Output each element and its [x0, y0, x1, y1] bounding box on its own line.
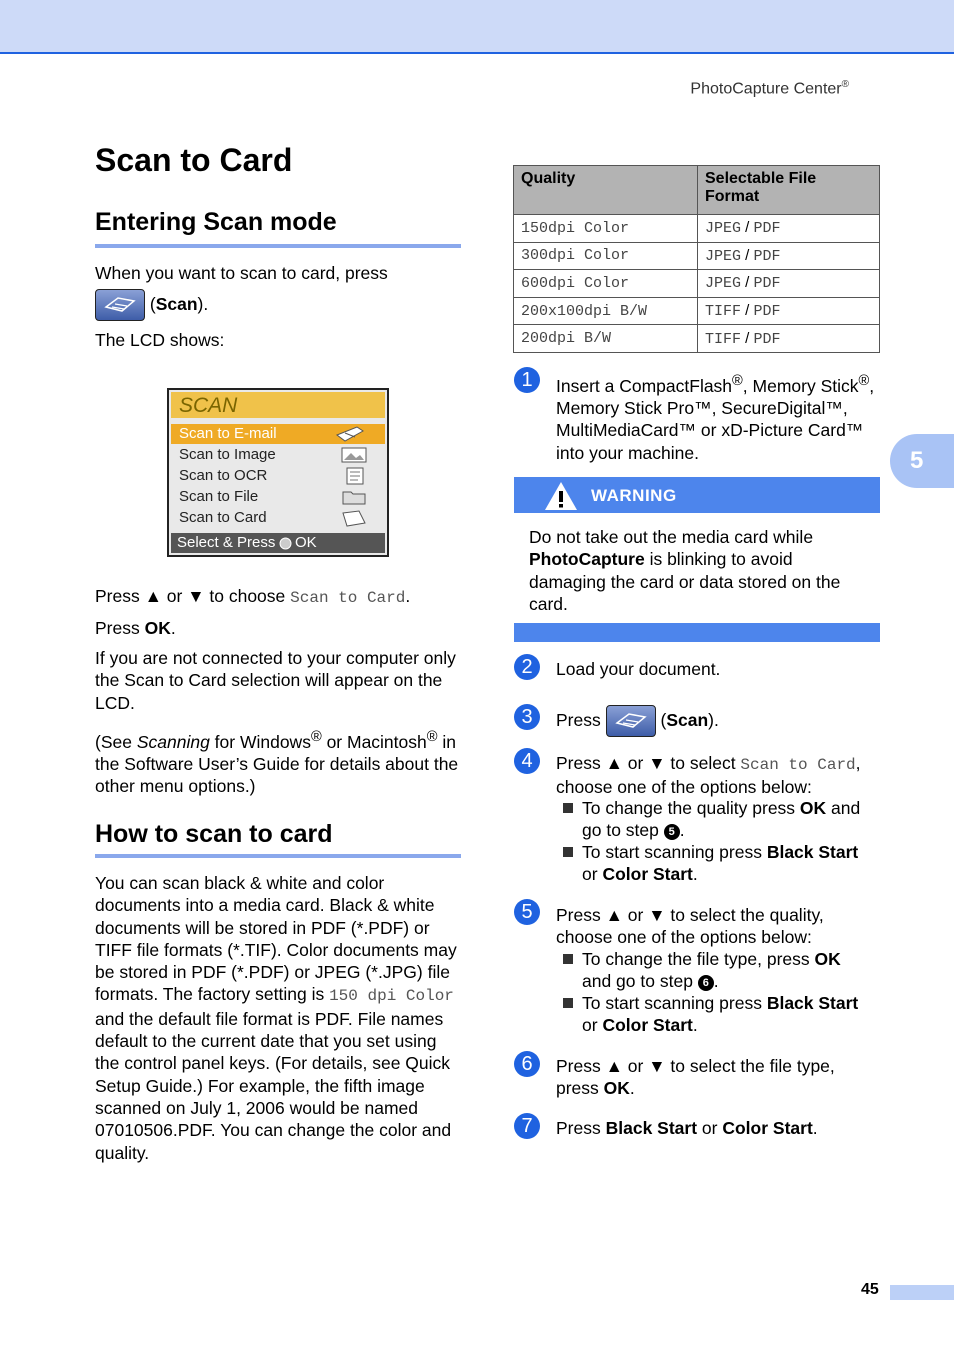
lcd-display	[167, 388, 389, 557]
how-to-scan-paragraph: You can scan black & white and color documents into a media card. Black & white documents will be stored in PDF (*.PDF) or TIFF file formats (*.TIF). Color documents may be stored in PDF (*.PDF) or JPEG (*.JPG) file formats. The factory setting is 150 dpi Color and the default file format is PDF. File names default to the current date that you set using the control panel keys. (For details, see Quick Setup Guide.) For example, the fifth image scanned on July 1, 2006 would be named 07010506.PDF. You can change the color and quality.	[95, 873, 457, 1163]
section-heading-entering-scan-mode: Entering Scan mode	[95, 208, 337, 236]
heading-rule	[95, 244, 461, 248]
heading-rule	[95, 854, 461, 858]
press-choose-text: Press ▲ or ▼ to choose Scan to Card.	[95, 586, 411, 607]
page-number-bar	[890, 1285, 954, 1300]
step-5-text: Press ▲ or ▼ to select the quality, choose one of the options below:	[556, 905, 824, 948]
step-6-text: Press ▲ or ▼ to select the file type, press OK.	[556, 1056, 835, 1099]
step-4-marker: 4	[514, 748, 540, 774]
page-number: 45	[861, 1281, 879, 1298]
scan-key-icon	[606, 705, 656, 737]
table-header-quality: Quality	[514, 166, 698, 215]
lcd-item-scan-to-ocr: Scan to OCR	[175, 466, 385, 486]
step-1-text: Insert a CompactFlash®, Memory Stick®, Memory Stick Pro™, SecureDigital™, MultiMediaCard™ or xD-Picture Card™ into your machine.	[556, 373, 875, 463]
lcd-shows-text: The LCD shows:	[95, 330, 225, 350]
table-header-format: Selectable File Format	[698, 166, 880, 215]
quality-format-table	[513, 165, 880, 353]
step-5-bullet-2: To start scanning press Black Start or Color Start.	[563, 992, 881, 1037]
chapter-tab: 5	[890, 434, 954, 488]
step-4-text: Press ▲ or ▼ to select Scan to Card, choose one of the options below:	[556, 753, 861, 798]
warning-footer-bar	[514, 623, 880, 642]
scan-key-line: (Scan).	[95, 288, 465, 321]
table-cell: TIFF / PDF	[698, 325, 880, 353]
table-cell: JPEG / PDF	[698, 270, 880, 298]
lcd-title-bar: SCAN	[171, 392, 385, 418]
lcd-item-scan-to-file: Scan to File	[175, 487, 385, 507]
image-icon	[339, 446, 369, 464]
table-cell: 150dpi Color	[514, 215, 698, 243]
lcd-footer: Select & Press OK	[171, 533, 385, 553]
step-2-marker: 2	[514, 654, 540, 680]
not-connected-text: If you are not connected to your computer only the Scan to Card selection will appear on the LCD.	[95, 648, 456, 713]
table-row	[514, 242, 880, 270]
table-row	[514, 297, 880, 325]
warning-icon	[544, 481, 578, 511]
step-4-bullet-2: To start scanning press Black Start or Color Start.	[563, 841, 881, 886]
lcd-item-scan-to-image: Scan to Image	[175, 445, 385, 465]
lcd-item-scan-to-email: Scan to E-mail	[171, 424, 385, 444]
step-2-text: Load your document.	[556, 659, 721, 679]
table-header-row	[514, 166, 880, 215]
step-4-bullet-1: To change the quality press OK and go to step 5 .	[563, 797, 881, 842]
scan-key-icon	[95, 289, 145, 321]
table-cell: JPEG / PDF	[698, 215, 880, 243]
top-header-band	[0, 0, 954, 54]
running-head: PhotoCapture Center®	[690, 79, 849, 98]
step-3-text: Press (Scan).	[556, 704, 719, 737]
warning-text: Do not take out the media card while PhotoCapture is blinking to avoid damaging the card or data stored on the card.	[529, 527, 841, 614]
table-row	[514, 215, 880, 243]
table-cell: 300dpi Color	[514, 242, 698, 270]
email-icon	[335, 425, 365, 443]
table-cell: TIFF / PDF	[698, 297, 880, 325]
lcd-item-scan-to-card: Scan to Card	[175, 508, 385, 528]
step-7-text: Press Black Start or Color Start.	[556, 1118, 818, 1138]
intro-text: When you want to scan to card, press	[95, 263, 388, 283]
see-also-text: (See Scanning for Windows® or Macintosh® in the Software User’s Guide for details about the other menu options.)	[95, 729, 459, 797]
table-cell: 200dpi B/W	[514, 325, 698, 353]
step-3-marker: 3	[514, 704, 540, 730]
step-5-bullet-1: To change the file type, press OK and go to step 6 .	[563, 948, 881, 993]
step-5-marker: 5	[514, 899, 540, 925]
step-6-marker: 6	[514, 1051, 540, 1077]
press-ok-text: Press OK.	[95, 618, 176, 638]
table-cell: 200x100dpi B/W	[514, 297, 698, 325]
table-cell: 600dpi Color	[514, 270, 698, 298]
table-row	[514, 270, 880, 298]
section-heading-how-to-scan: How to scan to card	[95, 820, 333, 848]
table-cell: JPEG / PDF	[698, 242, 880, 270]
warning-header: WARNING	[514, 477, 880, 513]
table-row	[514, 325, 880, 353]
page-title: Scan to Card	[95, 142, 293, 178]
folder-icon	[339, 488, 369, 506]
step-7-marker: 7	[514, 1113, 540, 1139]
card-icon	[339, 509, 369, 527]
step-1-marker: 1	[514, 367, 540, 393]
ok-button-icon	[279, 537, 292, 550]
ocr-icon	[339, 467, 369, 485]
